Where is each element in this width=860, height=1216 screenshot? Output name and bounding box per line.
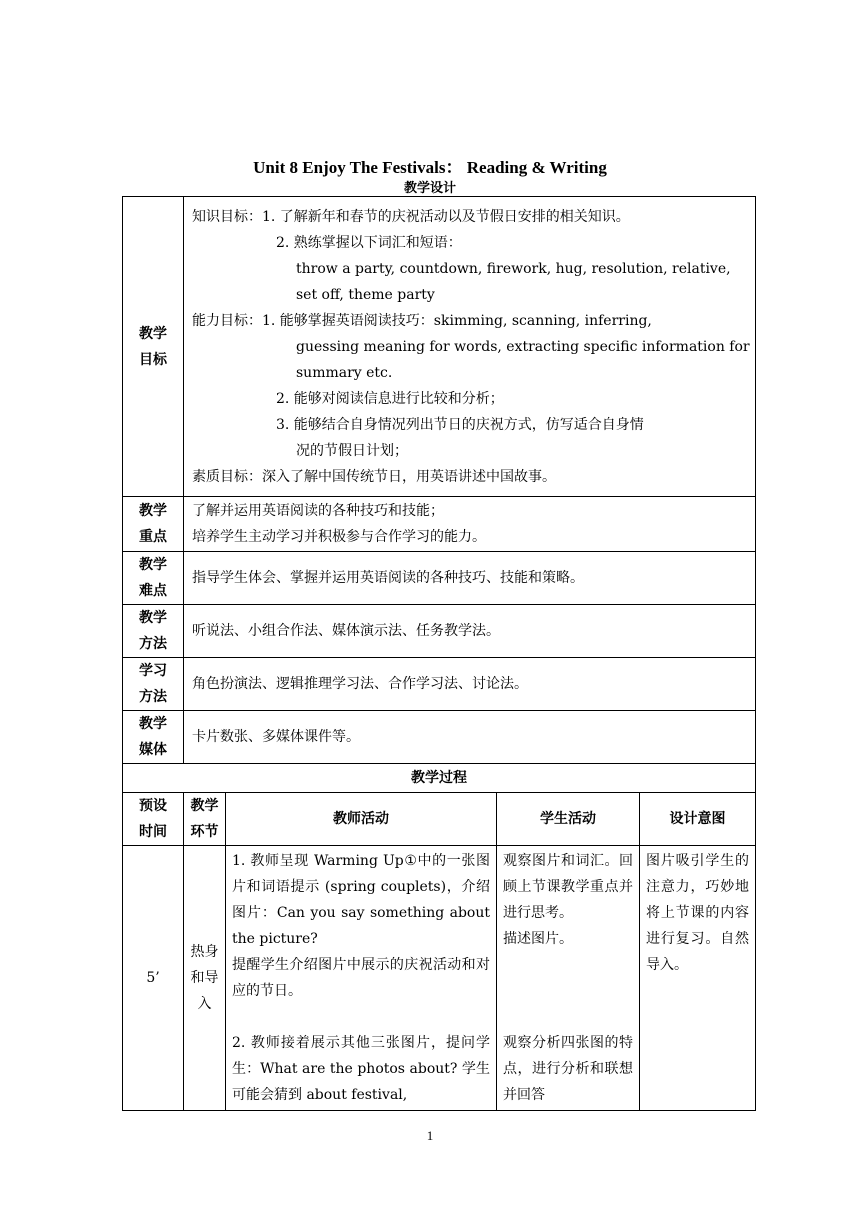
key-point-line: 了解并运用英语阅读的各种技巧和技能； bbox=[192, 503, 444, 519]
objectives-content bbox=[184, 197, 756, 497]
objective-line: 素质目标：深入了解中国传统节日，用英语讲述中国故事。 bbox=[192, 468, 556, 485]
process-time: 5’ bbox=[123, 846, 184, 1111]
process-design-intent: 图片吸引学生的注意力，巧妙地将上节课的内容进行复习。自然导入。 bbox=[640, 846, 756, 1111]
process-header-row bbox=[123, 793, 756, 846]
teacher-spacer bbox=[232, 1004, 490, 1030]
difficulties-content: 指导学生体会、掌握并运用英语阅读的各种技巧、技能和策略。 bbox=[184, 552, 756, 605]
document-subtitle: 教学设计 bbox=[403, 181, 456, 196]
student-paragraph: 观察分析四张图的特点，进行分析和联想并回答 bbox=[503, 1035, 633, 1103]
student-paragraph: 观察图片和词汇。回顾上节课教学重点并进行思考。 bbox=[503, 853, 633, 921]
objectives-label bbox=[123, 197, 184, 497]
key-points-label-text: 教学重点 bbox=[139, 503, 167, 545]
learning-methods-row bbox=[123, 658, 756, 711]
media-label bbox=[123, 711, 184, 764]
student-paragraph: 描述图片。 bbox=[503, 931, 573, 947]
process-student-activity bbox=[497, 846, 640, 1111]
page-number: 1 bbox=[426, 1128, 434, 1143]
objective-line: set off, theme party bbox=[296, 286, 435, 303]
key-points-label bbox=[123, 497, 184, 552]
teacher-paragraph: 2. 教师接着展示其他三张图片，提问学生：What are the photos about? 学生可能会猜到 about festival, bbox=[232, 1035, 490, 1103]
header-intent: 设计意图 bbox=[640, 793, 756, 846]
objective-line: 知识目标：1. 了解新年和春节的庆祝活动以及节假日安排的相关知识。 bbox=[192, 208, 630, 225]
header-stage-text: 教学环节 bbox=[190, 798, 219, 840]
document-title: Unit 8 Enjoy The Festivals： Reading & Writing bbox=[253, 158, 607, 177]
objective-line: 况的节假日计划； bbox=[296, 442, 408, 459]
media-label-text: 教学媒体 bbox=[139, 716, 167, 758]
methods-content: 听说法、小组合作法、媒体演示法、任务教学法。 bbox=[184, 605, 756, 658]
learning-methods-label bbox=[123, 658, 184, 711]
methods-label-text: 教学方法 bbox=[139, 610, 167, 652]
process-title-row bbox=[123, 764, 756, 793]
header-stage bbox=[184, 793, 226, 846]
process-title: 教学过程 bbox=[123, 764, 756, 793]
teacher-paragraph: 1. 教师呈现 Warming Up①中的一张图片和词语提示 (spring couplets)，介绍图片：Can you say something about the picture? bbox=[232, 853, 490, 947]
objective-line: throw a party, countdown, firework, hug, resolution, relative, bbox=[296, 260, 731, 277]
objectives-label-text: 教学目标 bbox=[139, 325, 167, 368]
objective-line: summary etc. bbox=[296, 364, 393, 381]
learning-methods-content: 角色扮演法、逻辑推理学习法、合作学习法、讨论法。 bbox=[184, 658, 756, 711]
methods-row bbox=[123, 605, 756, 658]
header-time bbox=[123, 793, 184, 846]
process-row bbox=[123, 846, 756, 1111]
header-time-text: 预设时间 bbox=[139, 798, 167, 840]
media-content: 卡片数张、多媒体课件等。 bbox=[184, 711, 756, 764]
key-point-line: 培养学生主动学习并积极参与合作学习的能力。 bbox=[192, 529, 486, 545]
header-student: 学生活动 bbox=[497, 793, 640, 846]
key-points-row bbox=[123, 497, 756, 552]
learning-methods-label-text: 学习方法 bbox=[139, 663, 167, 705]
key-points-content bbox=[184, 497, 756, 552]
objective-line: 3. 能够结合自身情况列出节日的庆祝方式，仿写适合自身情 bbox=[276, 416, 644, 433]
header-teacher: 教师活动 bbox=[226, 793, 497, 846]
difficulties-label bbox=[123, 552, 184, 605]
media-row bbox=[123, 711, 756, 764]
objective-line: 能力目标：1. 能够掌握英语阅读技巧：skimming, scanning, inferring, bbox=[192, 312, 652, 329]
process-stage-text: 热身和导入 bbox=[190, 944, 219, 1012]
process-teacher-activity bbox=[226, 846, 497, 1111]
objective-line: 2. 能够对阅读信息进行比较和分析； bbox=[276, 390, 504, 407]
student-spacer bbox=[503, 952, 633, 1030]
lesson-plan-table bbox=[122, 196, 756, 1111]
objectives-row bbox=[123, 197, 756, 497]
objective-line: guessing meaning for words, extracting specific information for bbox=[296, 338, 750, 355]
process-stage bbox=[184, 846, 226, 1111]
difficulties-label-text: 教学难点 bbox=[139, 557, 167, 599]
teacher-paragraph: 提醒学生介绍图片中展示的庆祝活动和对应的节日。 bbox=[232, 957, 490, 999]
difficulties-row bbox=[123, 552, 756, 605]
objective-line: 2. 熟练掌握以下词汇和短语： bbox=[276, 234, 462, 251]
methods-label bbox=[123, 605, 184, 658]
